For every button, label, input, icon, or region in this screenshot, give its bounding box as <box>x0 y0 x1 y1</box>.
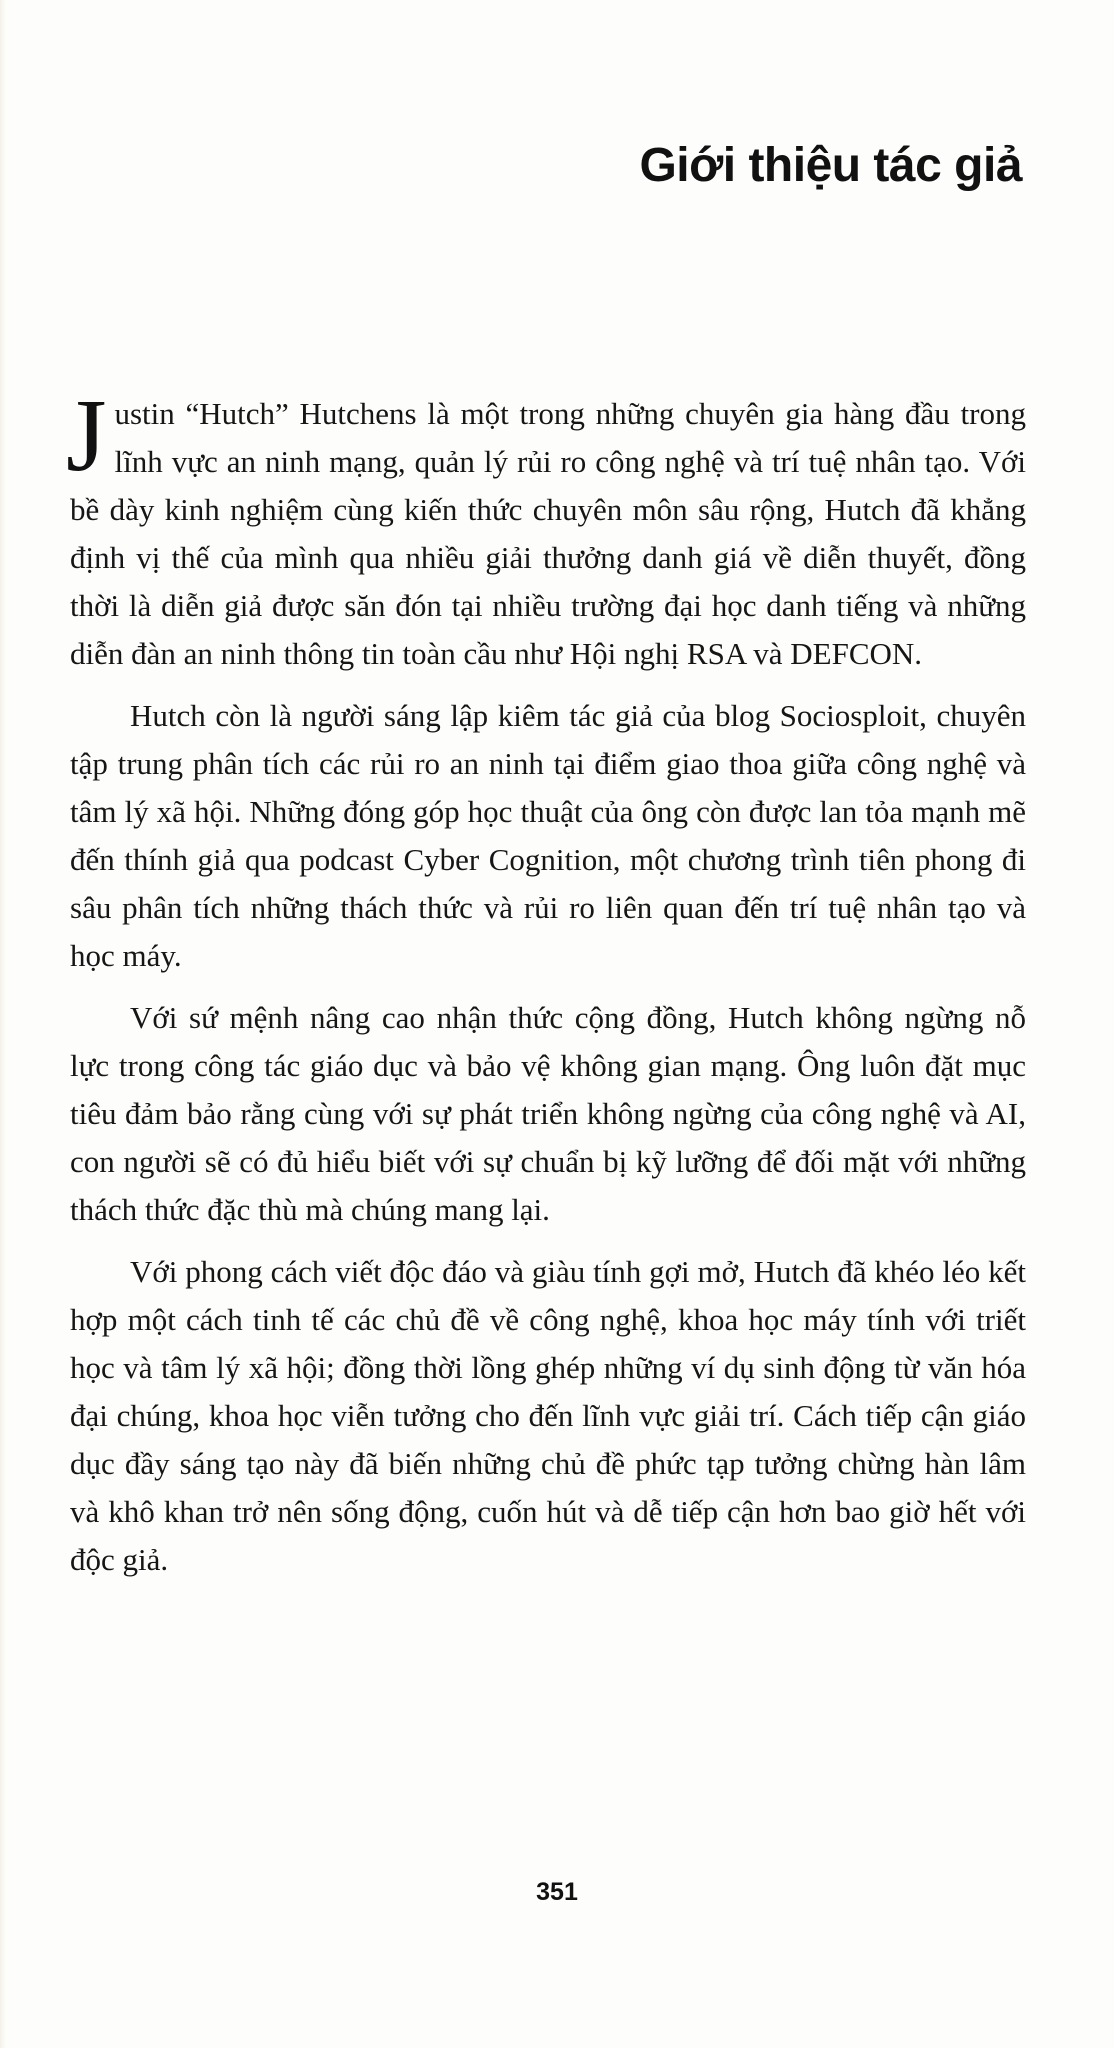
page-title: Giới thiệu tác giả <box>639 139 1022 192</box>
paragraph-1-text: ustin “Hutch” Hutchens là một trong những chuyên gia hàng đầu trong lĩnh vực an ninh mạng, quản lý rủi ro công nghệ và trí tuệ nhân tạo. Với bề dày kinh nghiệm cùng kiến thức chuyên môn sâu rộng, Hutch đã khẳng định vị thế của mình qua nhiều giải thưởng danh giá về diễn thuyết, đồng thời là diễn giả được săn đón tại nhiều trường đại học danh tiếng và những diễn đàn an ninh thông tin toàn cầu như Hội nghị RSA và DEFCON. <box>70 396 1026 671</box>
paragraph-2: Hutch còn là người sáng lập kiêm tác giả của blog Sociosploit, chuyên tập trung phân tích các rủi ro an ninh tại điểm giao thoa giữa công nghệ và tâm lý xã hội. Những đóng góp học thuật của ông còn được lan tỏa mạnh mẽ đến thính giả qua podcast Cyber Cognition, một chương trình tiên phong đi sâu phân tích những thách thức và rủi ro liên quan đến trí tuệ nhân tạo và học máy. <box>70 698 1026 973</box>
paragraph-4: Với phong cách viết độc đáo và giàu tính gợi mở, Hutch đã khéo léo kết hợp một cách tinh tế các chủ đề về công nghệ, khoa học máy tính với triết học và tâm lý xã hội; đồng thời lồng ghép những ví dụ sinh động từ văn hóa đại chúng, khoa học viễn tưởng cho đến lĩnh vực giải trí. Cách tiếp cận giáo dục đầy sáng tạo này đã biến những chủ đề phức tạp tưởng chừng hàn lâm và khô khan trở nên sống động, cuốn hút và dễ tiếp cận hơn bao giờ hết với độc giả. <box>70 1254 1026 1577</box>
author-bio-text <box>66 378 1026 1598</box>
page-edge-shadow <box>0 0 6 2048</box>
drop-cap: J <box>66 378 107 493</box>
page-number: 351 <box>536 1878 578 1906</box>
paragraph-3: Với sứ mệnh nâng cao nhận thức cộng đồng, Hutch không ngừng nỗ lực trong công tác giáo dục và bảo vệ không gian mạng. Ông luôn đặt mục tiêu đảm bảo rằng cùng với sự phát triển không ngừng của công nghệ và AI, con người sẽ có đủ hiểu biết với sự chuẩn bị kỹ lưỡng để đối mặt với những thách thức đặc thù mà chúng mang lại. <box>70 1000 1026 1227</box>
paragraph-1 <box>66 378 1026 678</box>
